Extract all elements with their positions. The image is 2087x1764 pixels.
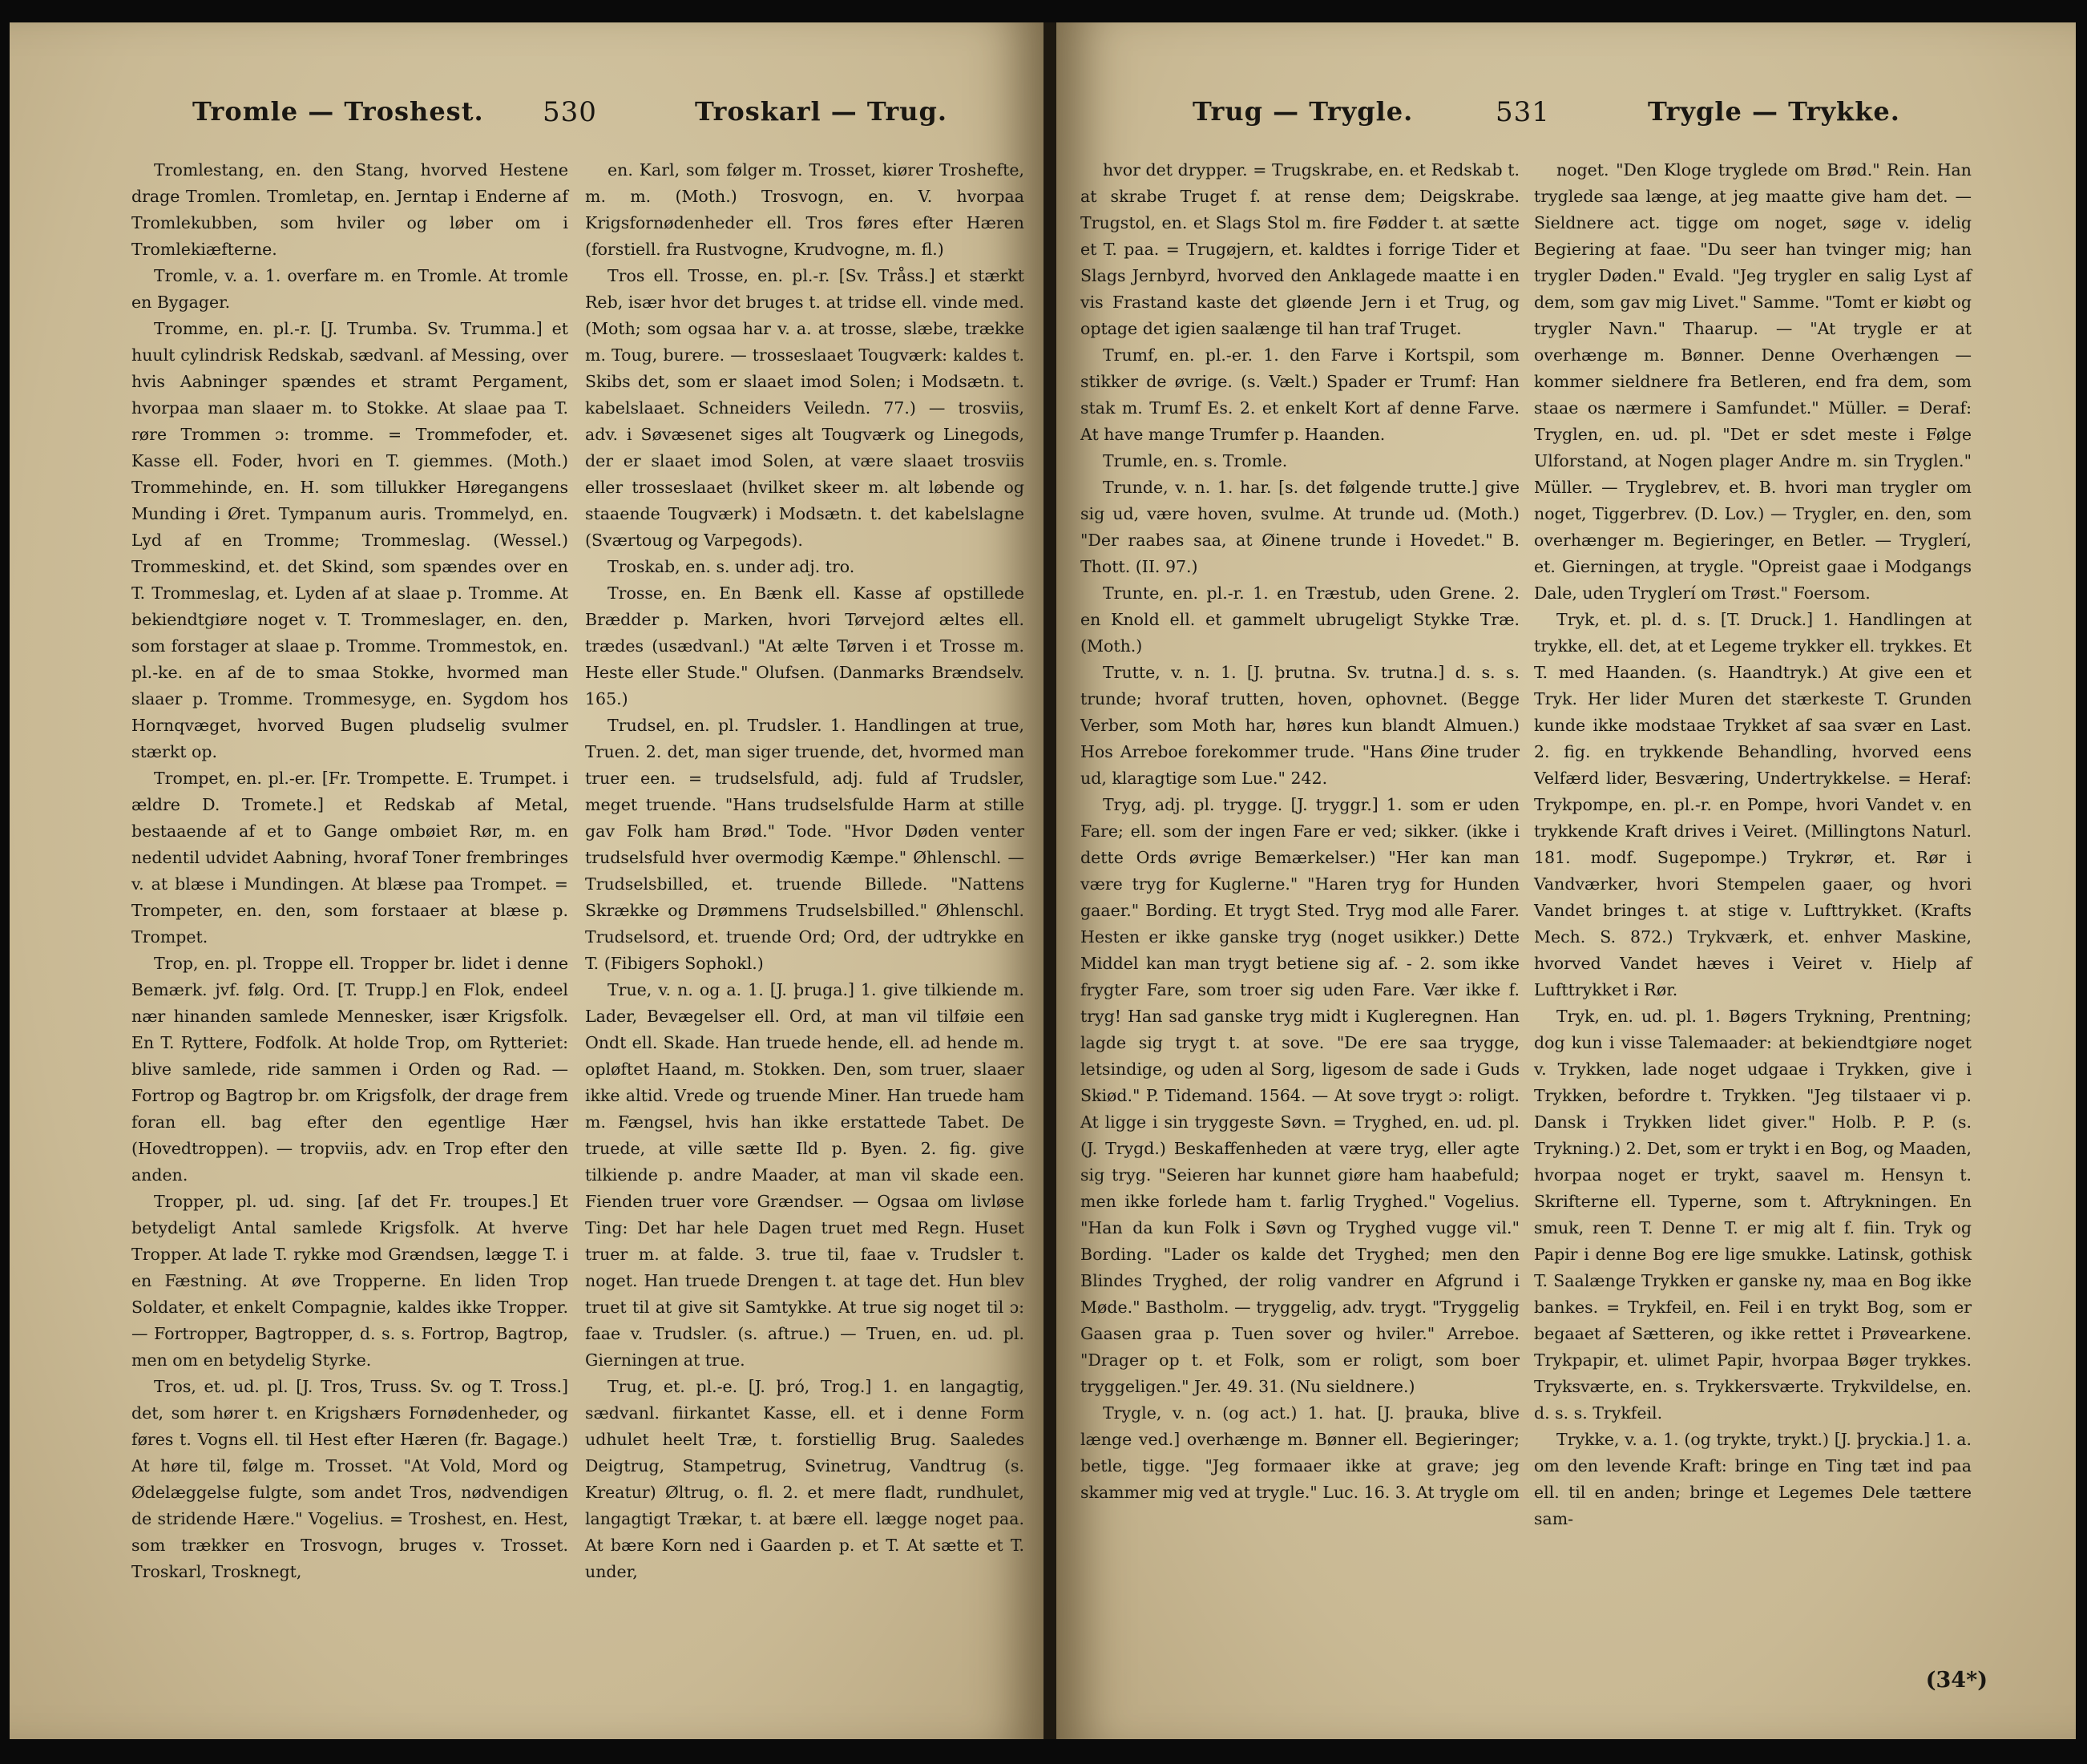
entry-paragraph: Trug, et. pl.-e. [J. þró, Trog.] 1. en langagtig, sædvanl. fiirkantet Kasse, ell. et i denne Form udhulet heelt Træ, t. forstiellig Brug. Saaledes Deigtrug, Stampetrug, Svinetrug, Vandtrug (s. Kreatur) Øltrug, o. fl. 2. et mere fladt, rundhulet, langagtigt Trækar, t. at bære ell. lægge noget paa. At bære Korn ned i Gaarden p. et T. At sætte et T. under, xyxy=(585,1377,1024,1581)
entry-paragraph: noget. "Den Kloge tryglede om Brød." Rein. Han tryglede saa længe, at jeg maatte give ham det. — Sieldnere act. tigge om noget, søge v. idelig Begiering at faae. "Du seer han tvinger mig; han trygler Døden." Evald. "Jeg trygler en salig Lyst af dem, som gav mig Livet." Samme. "Tomt er kiøbt og trygler Navn." Thaarup. — "At trygle er at overhænge m. Bønner. Denne Overhængen — kommer sieldnere fra Betleren, end fra dem, som staae os nærmere i Samfundet." Müller. = Deraf: Tryglen, en. ud. pl. "Det er sdet meste i Følge Ulforstand, at Nogen plager Andre m. sin Tryglen." Müller. — Tryglebrev, et. B. hvori man trygler om noget, Tiggerbrev. (D. Lov.) — Trygler, en. den, som overhænger m. Begieringer, en Betler. — Tryglerí, et. Gierningen, at trygle. "Opreist gaae i Modgangs Dale, uden Tryglerí om Trøst." Foersom. xyxy=(1534,160,1972,603)
entry-paragraph: Tros, et. ud. pl. [J. Tros, Truss. Sv. og T. Tross.] det, som hører t. en Krigshærs Fornødenheder, og føres t. Vogns ell. til Hest efter Hæren (fr. Bagage.) At høre til, følge m. Trosset. "At Vold, Mord og Ødelæggelse fulgte, som andet Tros, nødvendigen de stridende Hære." Vogelius. = Troshest, en. Hest, som trækker en Trosvogn, bruges v. Trosset. Troskarl, Trosknegt, xyxy=(131,1377,568,1581)
book-gutter xyxy=(1044,22,1056,1739)
entry-paragraph: Trumle, en. s. Tromle. xyxy=(1103,451,1288,470)
entry-paragraph: Troskab, en. s. under adj. tro. xyxy=(608,557,855,576)
entry-paragraph: Trykke, v. a. 1. (og trykte, trykt.) [J. þryckia.] 1. a. om den levende Kraft: bringe en Ting tæt ind paa ell. til en anden; bringe et Legemes Dele tættere sam- xyxy=(1534,1430,1972,1528)
right-page xyxy=(1056,22,2076,1739)
column-2 xyxy=(585,157,1024,1585)
entry-paragraph: Tryk, et. pl. d. s. [T. Druck.] 1. Handlingen at trykke, ell. det, at et Legeme trykker ell. trykkes. Et T. med Haanden. (s. Haandtryk.) At give een et Tryk. Her lider Muren det stærkeste T. Grunden kunde ikke modstaae Trykket af saa svær en Last. 2. fig. en trykkende Behandling, hvorved eens Velfærd lider, Besværing, Undertrykkelse. = Heraf: Trykpompe, en. pl.-r. en Pompe, hvori Vandet v. en trykkende Kraft drives i Veiret. (Millingtons Naturl. 181. modf. Sugepompe.) Trykrør, et. Rør i Vandværker, hvori Stempelen gaaer, og hvori Vandet bringes t. at stige v. Lufttrykket. (Krafts Mech. S. 872.) Trykværk, et. enhver Maskine, hvorved Vandet hæves i Veiret v. Hielp af Lufttrykket i Rør. xyxy=(1534,610,1972,999)
entry-paragraph: Tryk, en. ud. pl. 1. Bøgers Trykning, Prentning; dog kun i visse Talemaader: at bekiendtgiøre noget v. Trykken, lade noget udgaae i Trykken, give i Trykken, befordre t. Trykken. "Jeg tilstaaer vi p. Dansk i Trykken lidet giver." Holb. P. P. (s. Trykning.) 2. Det, som er trykt i en Bog, og Maaden, hvorpaa noget er trykt, saavel m. Hensyn t. Skrifterne ell. Typerne, som t. Aftrykningen. En smuk, reen T. Denne T. er mig alt f. fiin. Tryk og Papir i denne Bog ere lige smukke. Latinsk, gothisk T. Saalænge Trykken er ganske ny, maa en Bog ikke bankes. = Trykfeil, en. Feil i en trykt Bog, som er begaaet af Sætteren, og ikke rettet i Prøvearkene. Trykpapir, et. ulimet Papir, hvorpaa Bøger trykkes. Tryksværte, en. s. Trykkersværte. Trykvildelse, en. d. s. s. Trykfeil. xyxy=(1534,1007,1972,1423)
page-number: 530 xyxy=(543,96,597,128)
column-1 xyxy=(131,157,568,1585)
entry-paragraph: Tromlestang, en. den Stang, hvorved Hestene drage Tromlen. Tromletap, en. Jerntap i Enderne af Tromlekubben, som hviler og løber om i Tromlekiæfterne. xyxy=(131,160,568,259)
entry-paragraph: Trunte, en. pl.-r. 1. en Træstub, uden Grene. 2. en Knold ell. et gammelt ubrugeligt Stykke Træ. (Moth.) xyxy=(1080,583,1520,656)
entry-paragraph: Trutte, v. n. 1. [J. þrutna. Sv. trutna.] d. s. s. trunde; hvoraf trutten, hoven, ophovnet. (Begge Verber, som Moth har, høres kun blandt Almuen.) Hos Arreboe forekommer trude. "Hans Øine truder ud, klaragtige som Lue." 242. xyxy=(1080,663,1520,788)
left-page xyxy=(10,22,1044,1739)
entry-paragraph: Trumf, en. pl.-er. 1. den Farve i Kortspil, som stikker de øvrige. (s. Vælt.) Spader er Trumf: Han stak m. Trumf Es. 2. et enkelt Kort af denne Farve. At have mange Trumfer p. Haanden. xyxy=(1080,345,1520,444)
column-2 xyxy=(1534,157,1972,1532)
head-left-word: Trug — Trygle. xyxy=(1193,96,1414,127)
head-right-word: Troskarl — Trug. xyxy=(695,96,948,127)
entry-paragraph: hvor det drypper. = Trugskrabe, en. et Redskab t. at skrabe Truget f. at rense dem; Deigskrabe. Trugstol, en. et Slags Stol m. fire Fødder t. at sætte et T. paa. = Trugøjern, et. kaldtes i forrige Tider et Slags Jernbyrd, hvorved den Anklagede maatte i en vis Frastand kaste det gløende Jern i et Trug, og optage det igien saalænge til han traf Truget. xyxy=(1080,160,1520,338)
entry-paragraph: Tropper, pl. ud. sing. [af det Fr. troupes.] Et betydeligt Antal samlede Krigsfolk. At hverve Tropper. At lade T. rykke mod Grændsen, lægge T. i en Fæstning. At øve Tropperne. En liden Trop Soldater, et enkelt Compagnie, kaldes ikke Tropper. — Fortropper, Bagtropper, d. s. s. Fortrop, Bagtrop, men om en betydelig Styrke. xyxy=(131,1192,568,1370)
entry-paragraph: Trudsel, en. pl. Trudsler. 1. Handlingen at true, Truen. 2. det, man siger truende, det, hvormed man truer een. = trudselsfuld, adj. fuld af Trudsler, meget truende. "Hans trudselsfulde Harm at stille gav Folk ham Brød." Tode. "Hvor Døden venter trudselsfuld hver overmodig Kæmpe." Øhlenschl. — Trudselsbilled, et. truende Billede. "Nattens Skrække og Drømmens Trudselsbilled." Øhlenschl. Trudselsord, et. truende Ord; Ord, der udtrykke en T. (Fibigers Sophokl.) xyxy=(585,716,1024,973)
signature-mark: (34*) xyxy=(1925,1668,1988,1693)
head-left-word: Tromle — Troshest. xyxy=(192,96,484,127)
head-right-word: Trygle — Trykke. xyxy=(1648,96,1900,127)
page-number: 531 xyxy=(1496,96,1550,128)
entry-paragraph: Tros ell. Trosse, en. pl.-r. [Sv. Tråss.] et stærkt Reb, især hvor det bruges t. at tridse ell. vinde med. (Moth; som ogsaa har v. a. at trosse, slæbe, trække m. Toug, burere. — trosseslaaet Tougværk: kaldes t. Skibs det, som er slaaet imod Solen; i Modsætn. t. kabelslaaet. Schneiders Veiledn. 77.) — trosviis, adv. i Søvæsenet siges alt Tougværk og Linegods, der er slaaet imod Solen, at være slaaet trosviis eller trosseslaaet (hvilket skeer m. alt løbende og staaende Tougværk) i Modsætn. t. det kabelslagne (Sværtoug og Varpegods). xyxy=(585,266,1024,550)
column-1 xyxy=(1080,157,1520,1506)
entry-paragraph: Trop, en. pl. Troppe ell. Tropper br. lidet i denne Bemærk. jvf. følg. Ord. [T. Trupp.] en Flok, endeel nær hinanden samlede Mennesker, især Krigsfolk. En T. Ryttere, Fodfolk. At holde Trop, om Rytteriet: blive samlede, ride sammen i Orden og Rad. — Fortrop og Bagtrop br. om Krigsfolk, der drage frem foran ell. bag efter den egentlige Hær (Hovedtroppen). — tropviis, adv. en Trop efter den anden. xyxy=(131,954,568,1185)
entry-paragraph: Trosse, en. En Bænk ell. Kasse af opstillede Brædder p. Marken, hvori Tørvejord æltes ell. trædes (usædvanl.) "At ælte Tørven i et Trosse m. Heste eller Stude." Olufsen. (Danmarks Brændselv. 165.) xyxy=(585,583,1024,708)
entry-paragraph: Tromme, en. pl.-r. [J. Trumba. Sv. Trumma.] et huult cylindrisk Redskab, sædvanl. af Messing, over hvis Aabninger spændes et stramt Pergament, hvorpaa man slaaer m. to Stokke. At slaae paa T. røre Trommen ɔ: tromme. = Trommefoder, et. Kasse ell. Foder, hvori en T. giemmes. (Moth.) Trommehinde, en. H. som tillukker Høregangens Munding i Øret. Tympanum auris. Trommelyd, en. Lyd af en Tromme; Trommeslag. (Wessel.) Trommeskind, et. det Skind, som spændes over en T. Trommeslag, et. Lyden af at slaae p. Tromme. At bekiendtgiøre noget v. T. Trommeslager, en. den, som forstager at slaae p. Tromme. Trommestok, en. pl.-ke. en af de to smaa Stokke, hvormed man slaaer p. Tromme. Trommesyge, en. Sygdom hos Hornqvæget, hvorved Bugen pludselig svulmer stærkt op. xyxy=(131,319,568,761)
entry-paragraph: en. Karl, som følger m. Trosset, kiører Troshefte, m. m. (Moth.) Trosvogn, en. V. hvorpaa Krigsfornødenheder ell. Tros føres efter Hæren (forstiell. fra Rustvogne, Krudvogne, m. fl.) xyxy=(585,160,1024,259)
running-head xyxy=(10,96,1044,139)
entry-paragraph: Trygle, v. n. (og act.) 1. hat. [J. þrauka, blive længe ved.] overhænge m. Bønner ell. Begieringer; betle, tigge. "Jeg formaaer ikke at grave; jeg skammer mig ved at trygle." Luc. 16. 3. At trygle om xyxy=(1080,1403,1520,1502)
entry-paragraph: Trunde, v. n. 1. har. [s. det følgende trutte.] give sig ud, være hoven, svulme. At trunde ud. (Moth.) "Der raabes saa, at Øinene trunde i Hovedet." B. Thott. (II. 97.) xyxy=(1080,478,1520,576)
entry-paragraph: Tryg, adj. pl. trygge. [J. tryggr.] 1. som er uden Fare; ell. som der ingen Fare er ved; sikker. (ikke i dette Ords øvrige Bemærkelser.) "Her kan man være tryg for Kuglerne." "Haren tryg for Hunden gaaer." Bording. Et trygt Sted. Tryg mod alle Farer. Hesten er ikke ganske tryg (noget usikker.) Dette Middel kan man trygt betiene sig af. - 2. som ikke frygter Fare, som troer sig uden Fare. Vær ikke f. tryg! Han sad ganske tryg midt i Kugleregnen. Han lagde sig trygt t. at sove. "De ere saa trygge, letsindige, og uden al Sorg, ligesom de sade i Guds Skiød." P. Tidemand. 1564. — At sove trygt ɔ: roligt. At ligge i sin tryggeste Søvn. = Tryghed, en. ud. pl. (J. Trygd.) Beskaffenheden at være tryg, eller agte sig tryg. "Seieren har kunnet giøre ham haabefuld; men ikke forlede ham t. farlig Tryghed." Vogelius. "Han da kun Folk i Søvn og Tryghed vugge vil." Bording. "Lader os kalde det Tryghed; men den Blindes Tryghed, der rolig vandrer en Afgrund i Møde." Bastholm. — tryggelig, adv. trygt. "Tryggelig Gaasen graa p. Tuen sover og hviler." Arreboe. "Drager op t. et Folk, som er roligt, som boer tryggeligen." Jer. 49. 31. (Nu sieldnere.) xyxy=(1080,795,1520,1396)
entry-paragraph: Tromle, v. a. 1. overfare m. en Tromle. At tromle en Bygager. xyxy=(131,266,568,312)
entry-paragraph: True, v. n. og a. 1. [J. þruga.] 1. give tilkiende m. Lader, Bevægelser ell. Ord, at man vil tilføie een Ondt ell. Skade. Han truede hende, ell. ad hende m. opløftet Haand, m. Stokken. Den, som truer, slaaer ikke altid. Vrede og truende Miner. Han truede ham m. Fængsel, hvis han ikke erstattede Tabet. De truede, at ville sætte Ild p. Byen. 2. fig. give tilkiende p. andre Maader, at man vil skade een. Fienden truer vore Grændser. — Ogsaa om livløse Ting: Det har hele Dagen truet med Regn. Huset truer m. at falde. 3. true til, faae v. Trudsler t. noget. Han truede Drengen t. at tage det. Hun blev truet til at give sit Samtykke. At true sig noget til ɔ: faae v. Trudsler. (s. aftrue.) — Truen, en. ud. pl. Gierningen at true. xyxy=(585,980,1024,1370)
entry-paragraph: Trompet, en. pl.-er. [Fr. Trompette. E. Trumpet. i ældre D. Tromete.] et Redskab af Metal, bestaaende af et to Gange ombøiet Rør, m. en nedentil udvidet Aabning, hvoraf Toner frembringes v. at blæse i Mundingen. At blæse paa Trompet. = Trompeter, en. den, som forstaaer at blæse p. Trompet. xyxy=(131,769,568,947)
running-head xyxy=(1056,96,2076,139)
